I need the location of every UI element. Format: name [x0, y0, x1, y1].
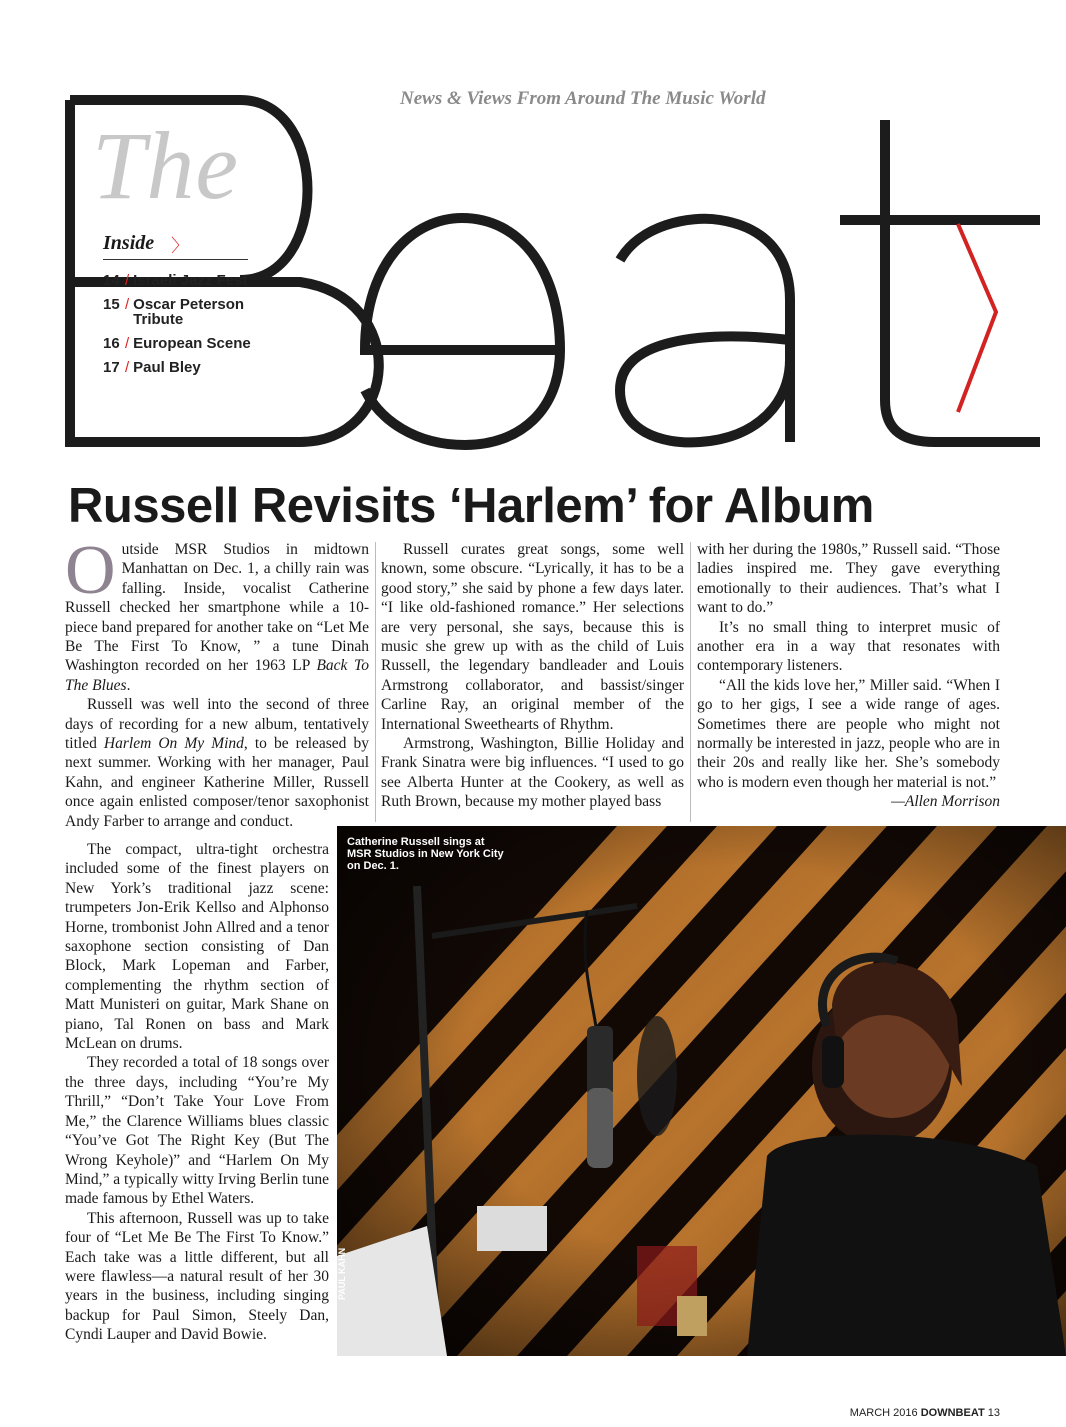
paragraph: Outside MSR Studios in midtown Manhattan on Dec. 1, a chilly rain was falling. Inside, vocalist Catherine Russell checked her smartphone while a 10-piece band prepared for another take on “Let Me Be The First To Know, ” a tune Dinah Washington recorded on her 1963 LP Back To The Blues. [65, 532, 369, 694]
issue-date: MARCH 2016 [849, 1407, 918, 1419]
paragraph: Russell was well into the second of three days of recording for a new album, tentatively titled Harlem On My Mind, to be released by next summer. Working with her manager, Paul Kahn, and engineer Katherine Miller, Russell once again enlisted composer/tenor saxophonist Andy Farber to arrange and conduct. [65, 696, 369, 830]
toc-item[interactable]: 16 / European Scene [103, 335, 251, 352]
tagline: News & Views From Around The Music World [400, 88, 766, 109]
magazine-name: DOWNBEAT [920, 1407, 985, 1419]
column-divider [690, 542, 691, 822]
paragraph: This afternoon, Russell was up to take four of “Let Me Be The First To Know.” Each take was a little different, but all were flawless—a natural result of her 30 years in the business, including singing backup for Paul Simon, Steely Dan, Cyndi Lauper and David Bowie. [65, 1209, 329, 1344]
dropcap: O [65, 532, 116, 609]
paragraph: They recorded a total of 18 songs over the three days, including “You’re My Thrill,” “Don’t Take Your Love From Me,” the Clarence Williams blues classic “You’ve Got The Right Key (But The Wrong Keyhole)” and “Harlem On My Mind,” a typically witty Irving Berlin tune made famous by Ethel Waters. [65, 1054, 329, 1208]
beat-word: Beat [0, 60, 2, 61]
article-column-3 [697, 540, 1000, 812]
paragraph: It’s no small thing to interpret music of another era in a way that resonates with contemporary listeners. [697, 618, 1000, 675]
photo-credit: PAUL KAHN [337, 1247, 347, 1300]
the-word: The [92, 112, 239, 219]
toc-item[interactable]: 14 / Israeli Jazz Fest [103, 272, 248, 289]
page-footer [850, 1407, 1000, 1419]
photo-caption: Catherine Russell sings at MSR Studios in New York City on Dec. 1. [347, 836, 504, 872]
chevron-right-icon: 〉 [171, 236, 189, 257]
column-divider [375, 542, 376, 822]
article-column-1 [65, 532, 369, 831]
paragraph: Armstrong, Washington, Billie Holiday and Frank Sinatra were big influences. “I used to go see Alberta Hunter at the Cookery, as well as Ruth Brown, because my mother played bass [381, 735, 684, 811]
photo-illustration [337, 826, 1066, 1356]
paragraph: The compact, ultra-tight orchestra included some of the finest players on New York’s traditional jazz scene: trumpeters Jon-Erik Kellso and Alphonso Horne, trombonist John Allred and a tenor saxophone section consisting of Dan Block, Mark Lopeman and Farber, complementing the rhythm section of Matt Munisteri on guitar, Mark Shane on piano, Tal Ronen on bass and Mark McLean on drums. [65, 841, 329, 1053]
article-column-2 [381, 540, 684, 812]
article-photo [337, 826, 1066, 1356]
headline: Russell Revisits ‘Harlem’ for Album [68, 479, 874, 533]
paragraph: “All the kids love her,” Miller said. “When I go to her gigs, I see a wide range of ages. Sometimes there are people who might not normally be interested in jazz, people who are in their 20s and really like her. She’s somebody who is modern even though her material is not.” —Allen Morrison [697, 676, 1000, 811]
article-column-1-continued [65, 840, 329, 1345]
toc-item[interactable]: 17 / Paul Bley [103, 359, 201, 376]
paragraph: Russell curates great songs, some well known, some obscure. “Lyrically, it has to be a good story,” she said by phone a few days later. “I like old-fashioned romance.” Her selections are very personal, she says, because this is music she grew up with as the child of Luis Russell, the legendary bandleader and Louis Armstrong collaborator, and bassist/singer Carline Ray, an original member of the International Sweethearts of Rhythm. [381, 541, 684, 733]
page-number: 13 [987, 1407, 1000, 1419]
inside-label: Inside [103, 232, 155, 254]
toc-item[interactable]: 15 / Oscar Peterson Tribute [103, 296, 245, 328]
inside-divider [103, 259, 248, 260]
paragraph: with her during the 1980s,” Russell said. “Those ladies inspired me. They gave everything emotionally to their audiences. That’s what I want to do.” [697, 541, 1000, 617]
byline: —Allen Morrison [891, 793, 1000, 811]
